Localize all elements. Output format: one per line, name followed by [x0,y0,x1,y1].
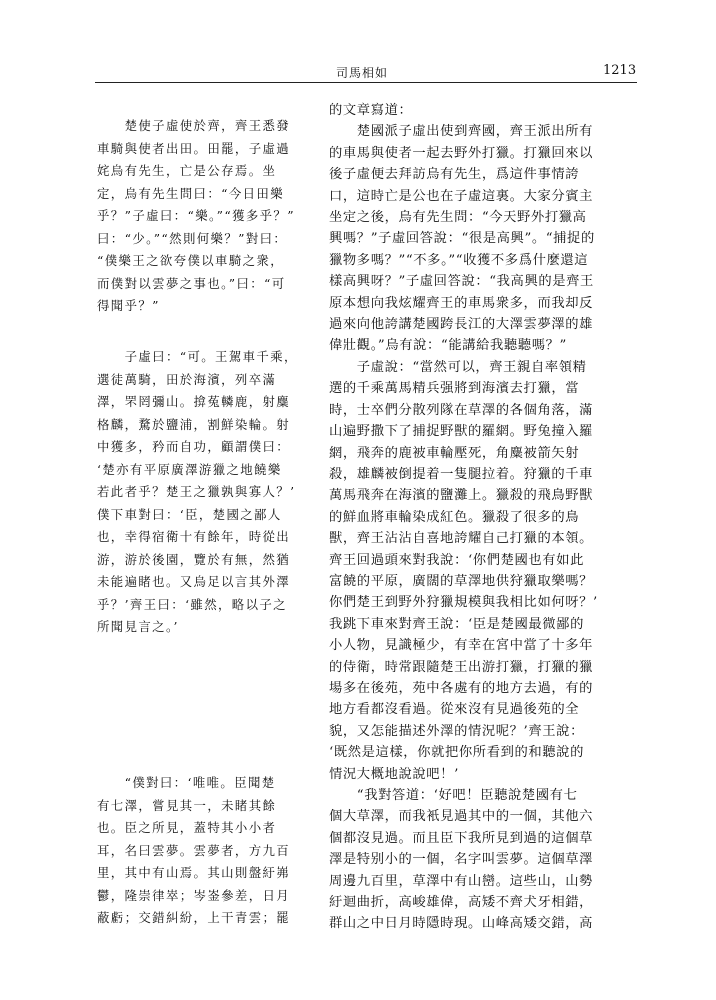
translation-column [329,100,641,935]
original-text-paragraph-2: 子虛曰：“可。王駕車千乘， 選徒萬騎，田於海濱，列卒滿 澤，罘罔彌山。揜菟轔鹿，射麋 格麟，騖於鹽浦，割鮮染輪。射 中獲多，矜而自功，顧謂僕曰： ‘楚亦有平原廣澤游獵之地饒樂 若此者乎？楚王之獵孰與寡人？’ 僕下車對曰：‘臣，楚國之鄙人 也，幸得宿衛十有餘年，時從出 游，游於後園，覽於有無，然猶 未能遍睹也。又烏足以言其外澤 乎？’齊王曰：‘雖然，略以子之 所聞見言之。’ [97,349,298,634]
header-rule [95,82,637,83]
translation-lead: 的文章寫道： [329,103,413,118]
page-number: 1213 [603,63,637,78]
translation-paragraph-3: “我對答道：‘好吧！臣聽說楚國有七 個大草澤，而我衹見過其中的一個，其他六 個都沒見過。而且臣下我所見到過的這個草 澤是特别小的一個，名字叫雲夢。這個草澤 周邊九百里，草澤中有山巒。這些山，山勢 紆迴曲折，高峻雄偉，高矮不齊犬牙相錯， 群山之中日月時隱時現。山峰高矮交錯，高 [329,788,594,932]
translation-paragraph-2: 子虛說：“當然可以，齊王親自率領精 選的千乘萬馬精兵强將到海濱去打獵，當 時，士卒們分散列隊在草澤的各個角落，滿 山遍野撒下了捕捉野獸的羅網。野兔撞入羅 網，飛奔的鹿被車輪壓死，角麋被箭矢射 殺，雄麟被倒提着一隻腿拉着。狩獵的千車 萬馬飛奔在海濱的鹽灘上。獵殺的飛鳥野獸 的鮮血將車輪染成紅色。獵殺了很多的鳥 獸，齊王沾沾自喜地誇耀自己打獵的本領。 齊王回過頭來對我說：‘你們楚國也有如此 富饒的平原，廣闊的草澤地供狩獵取樂嗎？ 你們楚王到野外狩獵規模與我相比如何呀？’ 我跳下車來對齊王說：‘臣是楚國最微鄙的 小人物，見識極少，有幸在宮中當了十多年 的侍衛，時常跟隨楚王出游打獵，打獵的獵 場多在後苑，苑中各處有的地方去過，有的 地方看都沒看過。從來沒有見過後苑的全 貌，又怎能描述外澤的情況呢？’齊王說： ‘既然是這樣，你就把你所看到的和聽說的 情況大概地說說吧！’ [329,359,598,782]
original-text-paragraph-1: 楚使子虛使於齊，齊王悉發 車騎與使者出田。田罷，子虛過 姹烏有先生，亡是公存焉。坐 定，烏有先生問曰：“今日田樂 乎？”子虛曰：“樂。”“獲多乎？” 曰：“少。”“然則何樂？”對曰： “僕樂王之欲夸僕以車騎之衆， 而僕對以雲夢之事也。”曰：“可 得聞乎？” [97,118,295,313]
original-text-paragraph-3: “僕對曰：‘唯唯。臣聞楚 有七澤，嘗見其一，未睹其餘 也。臣之所見，蓋特其小小者 耳，名曰雲夢。雲夢者，方九百 里，其中有山焉。其山則盤紆岪 鬱，隆崇律崒；岑崟參差，日月 蔽虧；交錯糾紛，上干青雲；罷 [97,775,291,925]
translation-paragraph-1: 楚國派子虛出使到齊國，齊王派出所有 的車馬與使者一起去野外打獵。打獵回來以 後子虛便去拜訪烏有先生，爲這件事情誇 口，這時亡是公也在子虛這裏。大家分賓主 坐定之後，烏有先生問：“今天野外打獵高 興嗎？”子虛回答說：“很是高興”。“捕捉的 獵物多嗎？”“不多。”“收獲不多爲什麼還這 樣高興呀？”子虛回答說：“我高興的是齊王 原本想向我炫耀齊王的車馬衆多，而我却反 過來向他誇講楚國跨長江的大澤雲夢澤的雄 偉壯觀。”烏有說：“能講給我聽聽嗎？” [329,124,595,354]
running-title: 司馬相如 [336,66,389,80]
